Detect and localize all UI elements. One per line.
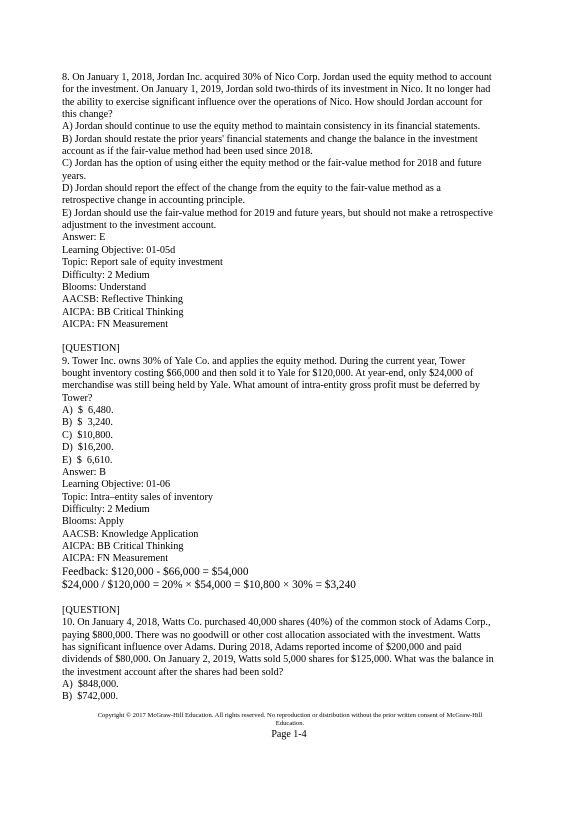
text-line: Learning Objective: 01-05d <box>62 244 176 256</box>
text-line: Difficulty: 2 Medium <box>62 269 150 281</box>
spacer <box>62 593 522 605</box>
question-9-feedback <box>62 566 522 593</box>
text-line: 9. Tower Inc. owns 30% of Yale Co. and applies the equity method. During the current year, Tower <box>62 355 466 367</box>
text-line: AICPA: FN Measurement <box>62 553 169 565</box>
text-line: for the investment. On January 1, 2019, Jordan sold two-thirds of its investment in Nico. It no longer had <box>62 84 491 96</box>
text-line: account as if the fair-value method had been used since 2018. <box>62 146 313 158</box>
text-line: Topic: Report sale of equity investment <box>62 257 223 269</box>
text-line: retrospective change in accounting principle. <box>62 195 246 207</box>
text-line: paying $800,000. There was no goodwill or other cost allocation associated with the investment. Watts <box>62 629 481 641</box>
text-line: AACSB: Knowledge Application <box>62 528 199 540</box>
text-line: E) Jordan should use the fair-value method for 2019 and future years, but should not make a retrospective <box>62 207 493 219</box>
text-line: 10. On January 4, 2018, Watts Co. purchased 40,000 shares (40%) of the common stock of Adams Corp., <box>62 617 491 629</box>
text-line: [QUESTION] <box>62 604 120 616</box>
copyright-line: Education. <box>275 720 305 728</box>
text-line: AICPA: FN Measurement <box>62 318 169 330</box>
text-line: merchandise was still being held by Yale. What amount of intra-entity gross profit must be deferred by <box>62 380 480 392</box>
text-line: B) $ 3,240. <box>62 417 113 429</box>
text-line: AICPA: BB Critical Thinking <box>62 540 184 552</box>
text-line: Answer: E <box>62 232 106 244</box>
text-line: A) Jordan should continue to use the equity method to maintain consistency in its financial statements. <box>62 121 481 133</box>
copyright-line: Copyright © 2017 McGraw-Hill Education. All rights reserved. No reproduction or distribution without the prior written consent of McGraw-Hill <box>97 712 483 719</box>
text-line: Feedback: $120,000 - $66,000 = $54,000 <box>62 565 249 578</box>
text-line: the ability to exercise significant influence over the operations of Nico. How should Jordan account for <box>62 96 483 108</box>
text-line: the investment account after the shares had been sold? <box>62 666 284 678</box>
text-line: this change? <box>62 109 113 121</box>
copyright-footer <box>56 712 524 728</box>
text-line: D) $16,200. <box>62 442 114 454</box>
text-line: Blooms: Apply <box>62 516 124 528</box>
text-line: $24,000 / $120,000 = 20% × $54,000 = $10,800 × 30% = $3,240 <box>62 579 356 592</box>
text-line: A) $ 6,480. <box>62 405 114 417</box>
text-line: E) $ 6,610. <box>62 454 113 466</box>
text-line: years. <box>62 170 87 182</box>
text-line: Topic: Intra–entity sales of inventory <box>62 491 213 503</box>
text-line: AACSB: Reflective Thinking <box>62 294 183 306</box>
text-line: Blooms: Understand <box>62 281 147 293</box>
text-line: Learning Objective: 01-06 <box>62 479 171 491</box>
text-line: [QUESTION] <box>62 343 120 355</box>
text-line: dividends of $80,000. On January 2, 2019, Watts sold 5,000 shares for $125,000. What was the balance in <box>62 654 494 666</box>
text-line: has significant influence over Adams. During 2018, Adams reported income of $200,000 and paid <box>62 642 462 653</box>
spacer <box>62 331 522 343</box>
text-line: Tower? <box>62 392 93 404</box>
text-line: C) Jordan has the option of using either the equity method or the fair-value method for 2018 and future <box>62 158 482 170</box>
page-number: Page 1-4 <box>271 729 307 740</box>
text-line: bought inventory costing $66,000 and then sold it to Yale for $120,000. At year-end, only $24,000 of <box>62 368 474 380</box>
text-line: B) Jordan should restate the prior years' financial statements and change the balance in the investment <box>62 133 478 145</box>
question-10 <box>62 605 522 704</box>
text-line: 8. On January 1, 2018, Jordan Inc. acquired 30% of Nico Corp. Jordan used the equity method to account <box>62 72 492 83</box>
text-line: A) $848,000. <box>62 679 119 691</box>
text-line: Difficulty: 2 Medium <box>62 503 150 515</box>
question-9 <box>62 343 522 565</box>
page-content <box>62 72 522 704</box>
text-line: AICPA: BB Critical Thinking <box>62 306 184 318</box>
text-line: B) $742,000. <box>62 691 119 703</box>
text-line: D) Jordan should report the effect of the change from the equity to the fair-value method as a <box>62 183 441 195</box>
question-8 <box>62 72 522 331</box>
text-line: Answer: B <box>62 466 106 478</box>
text-line: adjustment to the investment account. <box>62 220 217 232</box>
text-line: C) $10,800. <box>62 429 113 441</box>
